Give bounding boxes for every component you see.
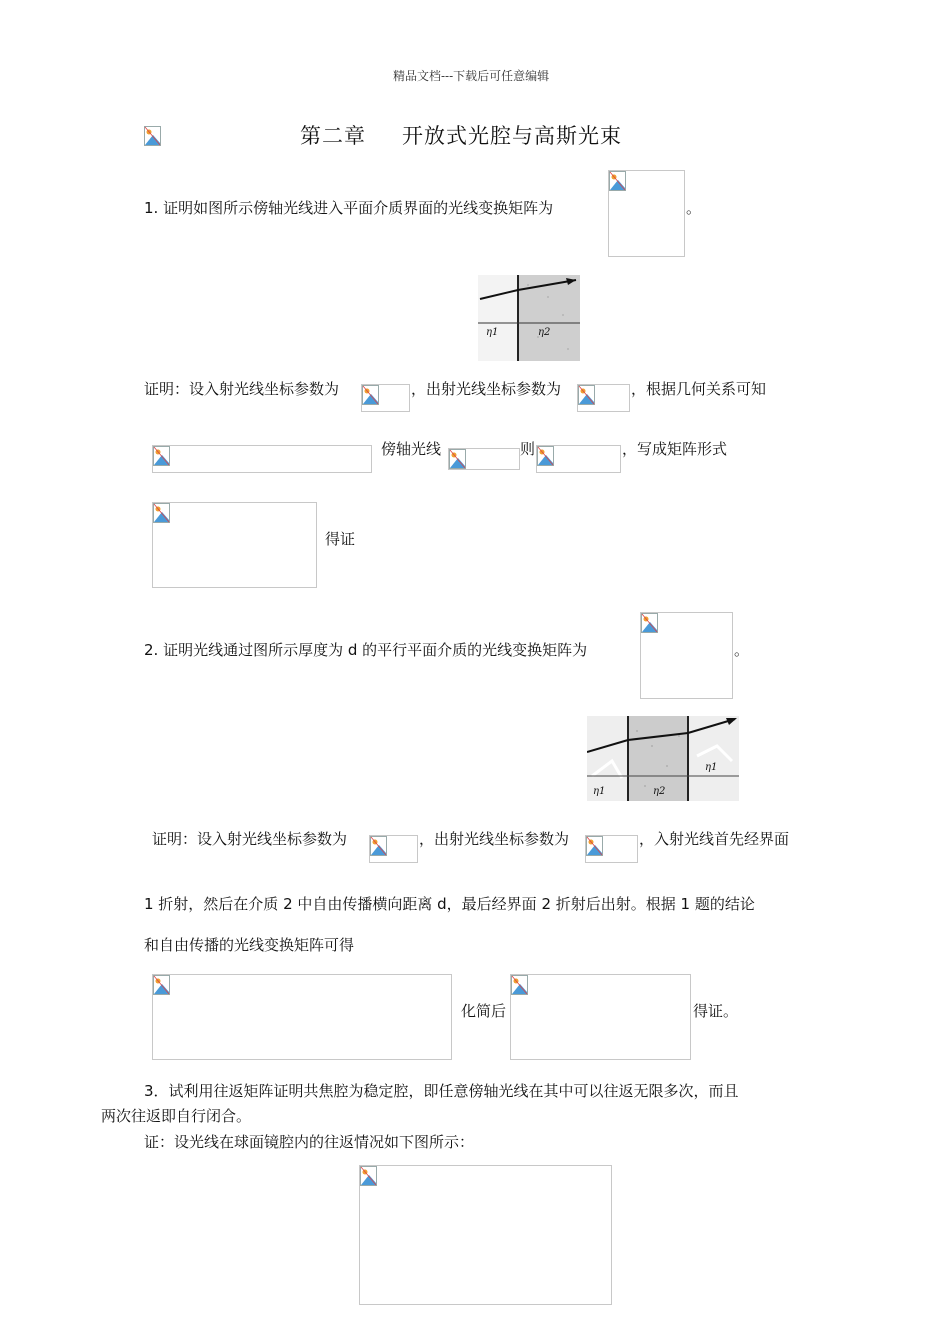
problem-1-statement: 1. 证明如图所示傍轴光线进入平面介质界面的光线变换矩阵为 — [144, 199, 554, 217]
proof-2-text-c: ，入射光线首先经界面 — [639, 830, 790, 848]
proof-1-then-text: 则 — [520, 440, 536, 458]
broken-image-icon — [586, 836, 603, 856]
figure-2-label-eta1-right: η1 — [705, 762, 718, 773]
figure-label-eta1: η1 — [486, 327, 499, 338]
proof-2-simplify: 化简后 — [461, 1002, 507, 1020]
proof-2-line-2: 1 折射，然后在介质 2 中自由传播横向距离 d，最后经界面 2 折射后出射。根据 1 题的结论 — [144, 895, 755, 913]
outgoing-params-placeholder — [577, 384, 630, 412]
broken-image-icon — [511, 975, 528, 995]
problem-1-tail: 。 — [686, 199, 702, 217]
simplified-matrix-placeholder — [510, 974, 691, 1060]
paraxial-approx-placeholder — [448, 448, 520, 470]
proof-2-proved: 得证。 — [693, 1002, 739, 1020]
broken-image-icon — [153, 975, 170, 995]
figure-interface-refraction — [478, 275, 580, 361]
broken-image-icon — [370, 836, 387, 856]
matrix-form-placeholder — [152, 502, 317, 588]
figure-parallel-slab — [587, 716, 739, 801]
proof-1-text-a: 证明：设入射光线坐标参数为 — [144, 380, 340, 398]
figure-2-label-eta1-left: η1 — [593, 786, 606, 797]
incident-params-placeholder — [361, 384, 410, 412]
proof-2-line-3: 和自由传播的光线变换矩阵可得 — [144, 936, 355, 954]
proof-1-end: 得证 — [325, 530, 356, 548]
broken-image-icon — [641, 613, 658, 633]
matrix-image-placeholder-2 — [640, 612, 733, 699]
chapter-title: 开放式光腔与高斯光束 — [402, 124, 622, 148]
broken-image-icon — [362, 385, 379, 405]
broken-image-icon — [578, 385, 595, 405]
result-relation-placeholder — [536, 445, 621, 473]
proof-1-text-b: ，出射光线坐标参数为 — [411, 380, 562, 398]
mirror-cavity-figure-placeholder — [359, 1165, 612, 1305]
broken-image-icon — [153, 446, 170, 466]
proof-2-text-b: ，出射光线坐标参数为 — [419, 830, 570, 848]
proof-1-matrix-form-text: ，写成矩阵形式 — [622, 440, 728, 458]
outgoing-params-placeholder-2 — [585, 835, 638, 863]
matrix-product-placeholder — [152, 974, 452, 1060]
proof-2-text-a: 证明：设入射光线坐标参数为 — [152, 830, 348, 848]
broken-image-icon — [449, 449, 466, 469]
problem-3-statement-line-1: 3．试利用往返矩阵证明共焦腔为稳定腔，即任意傍轴光线在其中可以往返无限多次，而且 — [144, 1082, 739, 1100]
broken-image-icon — [360, 1166, 377, 1186]
problem-3-proof-intro: 证：设光线在球面镜腔内的往返情况如下图所示： — [144, 1133, 475, 1151]
proof-1-paraxial-text: 傍轴光线 — [381, 440, 442, 458]
broken-image-icon — [537, 446, 554, 466]
incident-params-placeholder-2 — [369, 835, 418, 863]
problem-2-statement: 2. 证明光线通过图所示厚度为 d 的平行平面介质的光线变换矩阵为 — [144, 641, 588, 659]
figure-2-label-eta2: η2 — [653, 786, 666, 797]
geometry-relation-placeholder — [152, 445, 372, 473]
figure-label-eta2: η2 — [538, 327, 551, 338]
chapter-label: 第二章 — [300, 124, 366, 148]
broken-image-icon — [609, 171, 626, 191]
broken-image-icon — [144, 126, 161, 146]
problem-2-tail: 。 — [734, 641, 750, 659]
broken-image-icon — [153, 503, 170, 523]
proof-1-text-c: ，根据几何关系可知 — [631, 380, 767, 398]
matrix-image-placeholder — [608, 170, 685, 257]
problem-3-statement-line-2: 两次往返即自行闭合。 — [101, 1107, 252, 1125]
page-header: 精品文档---下载后可任意编辑 — [393, 69, 550, 83]
